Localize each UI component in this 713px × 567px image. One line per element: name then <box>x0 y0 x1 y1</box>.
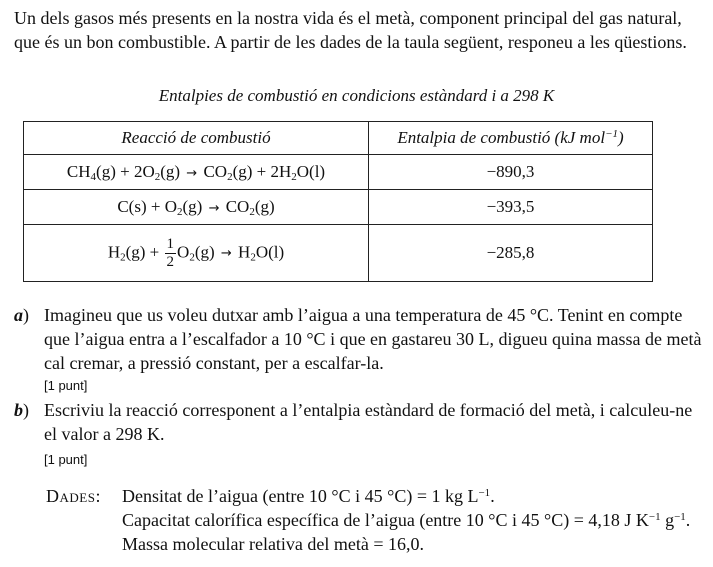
enthalpy-methane: −890,3 <box>369 155 653 190</box>
data-label: Dades: <box>46 486 101 506</box>
question-label: b) <box>14 400 29 420</box>
one-half-fraction: $\frac{1}{2}$ <box>166 235 175 270</box>
header-reaction: Reacció de combustió <box>24 122 369 155</box>
table-header-row <box>24 122 653 155</box>
question-text: Imagineu que us voleu dutxar amb l’aigua a una temperatura de 45 °C. Tenint en compte que l’aigua entra a l’escalfador a 10 °C i que en gastareu 30 L, digueu quina massa de metà cal cremar, a pressió constant, per a escalfar-la. <box>44 305 702 373</box>
arrow-icon: → <box>186 166 198 181</box>
data-line-heat-capacity: Capacitat calorífica específica de l’aigua (entre 10 °C i 45 °C) = 4,18 J $K^{-1}$ $g^{-1}$. <box>122 510 691 530</box>
arrow-icon: → <box>220 245 232 261</box>
table-row <box>24 190 653 225</box>
points-label: [1 punt] <box>44 452 88 467</box>
question-text: Escriviu la reacció corresponent a l’entalpia estàndard de formació del metà, i calculeu-ne el valor a 298 K. <box>44 400 693 444</box>
table-caption: Entalpies de combustió en condicions estàndard i a 298 K <box>158 86 555 105</box>
enthalpy-carbon: −393,5 <box>369 190 653 225</box>
table-row <box>24 155 653 190</box>
table-row <box>24 225 653 282</box>
data-line-molar-mass: Massa molecular relativa del metà = 16,0. <box>122 534 425 554</box>
combustion-enthalpy-table <box>23 121 653 282</box>
reaction-carbon: $C(s) + O_2(g) \to CO_2(g)$ <box>24 190 369 225</box>
arrow-icon: → <box>208 201 220 216</box>
reaction-methane: $CH_4(g) + 2O_2(g) \to CO_2(g) + 2H_2O(l)$ <box>24 155 369 190</box>
header-enthalpy: Entalpia de combustió (kJ mol$^{-1}$) <box>369 122 653 155</box>
data-section <box>46 484 690 556</box>
question-a <box>14 303 706 375</box>
enthalpy-hydrogen: −285,8 <box>369 225 653 282</box>
question-label: a) <box>14 305 29 325</box>
data-line-density: Densitat de l’aigua (entre 10 °C i 45 °C) = 1 kg $L^{-1}$. <box>122 486 495 506</box>
question-b <box>14 398 706 446</box>
intro-paragraph: Un dels gasos més presents en la nostra vida és el metà, component principal del gas natural, que és un bon combustible. A partir de les dades de la taula següent, responeu a les qüestions. <box>14 8 687 52</box>
reaction-hydrogen: $H_2(g)$ + $\frac{1}{2}$ $O_2(g) \to H_2O(l)$ <box>24 225 369 282</box>
points-label: [1 punt] <box>44 378 88 393</box>
